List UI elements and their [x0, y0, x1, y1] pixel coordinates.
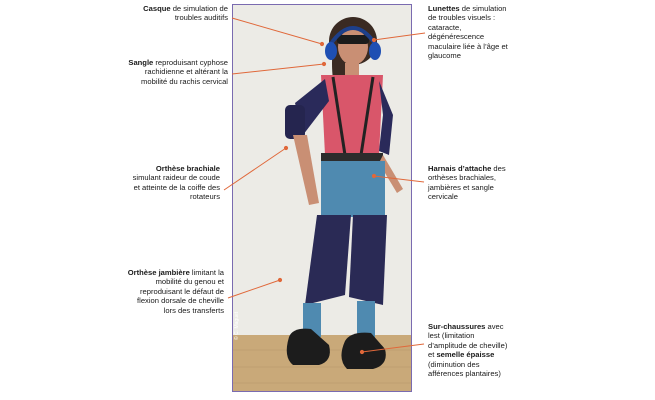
label-sangle: Sangle reproduisant cyphose rachidienne et altérant la mobilité du rachis cervical	[128, 58, 228, 86]
label-lunettes: Lunettes de simulation de troubles visuels : cataracte, dégénérescence maculaire liée à l’âge et glaucome	[428, 4, 508, 61]
simulation-suit-photo	[232, 4, 412, 392]
label-orthese-jambiere: Orthèse jambière limitant la mobilité du genou et reproduisant le défaut de flexion dorsale de cheville lors des transferts	[127, 268, 224, 315]
label-orthese-brachiale: Orthèse brachiale simulant raideur de coude et atteinte de la coiffe des rotateurs	[132, 164, 220, 202]
photo-credit: © C. Maguet	[234, 311, 240, 340]
label-sur-chaussures: Sur-chaussures avec lest (limitation d’amplitude de cheville) et semelle épaisse (diminution des afférences plantaires)	[428, 322, 508, 379]
person-figure	[233, 5, 412, 392]
label-casque: Casque de simulation de troubles auditifs	[143, 4, 228, 23]
label-harnais: Harnais d’attache des orthèses brachiales, jambières et sangle cervicale	[428, 164, 506, 202]
